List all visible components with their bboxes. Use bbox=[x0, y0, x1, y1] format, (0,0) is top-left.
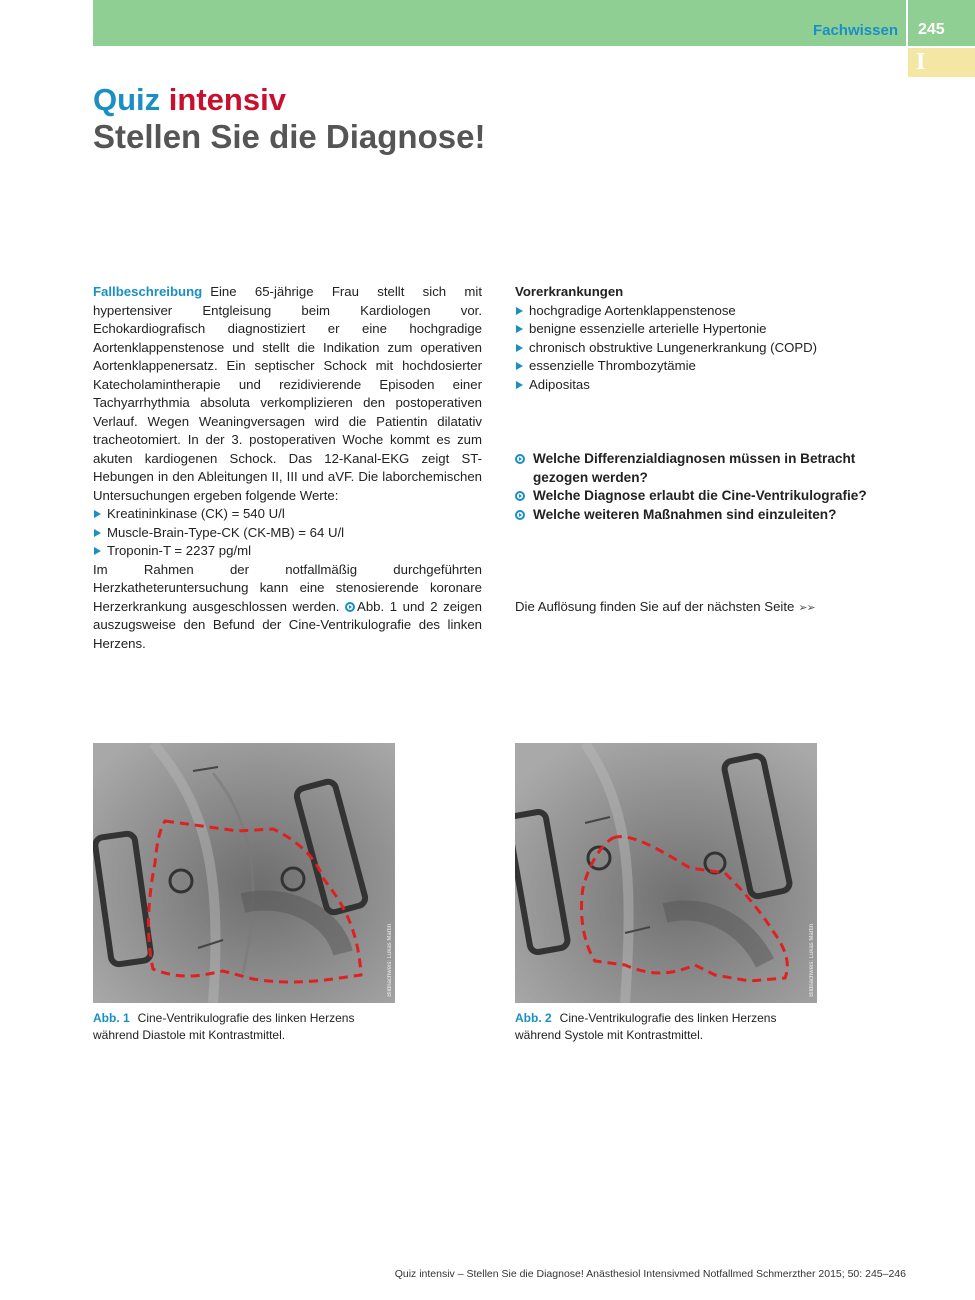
figure-label: Abb. 1 bbox=[93, 1011, 130, 1025]
case-text-1: Eine 65-jährige Frau stellt sich mit hypertensiver Entgleisung beim Kardiologen vor. Echokardiografisch diagnostiziert er eine hochgradige Aortenklappenstenose und stellt die Indikation zum operativen Aortenklappenersatz. Ein septischer Schock mit hochdosierter Katecholamintherapie und rezidivierende Episoden einer Tachyarrhythmia absoluta verkomplizieren den postoperativen Verlauf. Wegen Weaningversagen wird die Patientin dilatativ tracheotomiert. In der 3. postoperativen Woche kommt es zum akuten kardiogenen Schock. Das 12-Kanal-EKG zeigt ST-Hebungen in den Ableitungen II, III und aVF. Die laborchemischen Untersuchungen ergeben folgende Werte: bbox=[93, 284, 482, 503]
figure-label: Abb. 2 bbox=[515, 1011, 552, 1025]
list-item: hochgradige Aortenklappenstenose bbox=[515, 302, 885, 321]
list-item: Muscle-Brain-Type-CK (CK-MB) = 64 U/l bbox=[93, 524, 482, 543]
angiogram-diastole-image bbox=[93, 743, 395, 1003]
list-item: benigne essenzielle arterielle Hypertonie bbox=[515, 320, 885, 339]
figure-caption-text: Cine-Ventrikulografie des linken Herzens während Diastole mit Kontrastmittel. bbox=[93, 1011, 355, 1042]
title-part-2: intensiv bbox=[168, 82, 286, 117]
image-credit: Bildnachweis: Lukas Martin bbox=[387, 924, 393, 997]
chapter-tab bbox=[906, 48, 975, 77]
list-item: essenzielle Thrombozytämie bbox=[515, 357, 885, 376]
list-item: Adipositas bbox=[515, 376, 885, 395]
case-text-2b: Abb. 1 und 2 zeigen auszugsweise den Befund der Cine-Ventrikulografie des linken Herzens. bbox=[93, 598, 482, 651]
image-credit: Bildnachweis: Lukas Martin bbox=[809, 924, 815, 997]
figure-1-image bbox=[93, 743, 395, 1003]
case-paragraph-2 bbox=[93, 561, 482, 654]
question-text: Welche Differenzialdiagnosen müssen in Betracht gezogen werden? bbox=[533, 451, 856, 485]
question-bullet-icon bbox=[515, 491, 525, 501]
title-part-1: Quiz bbox=[93, 82, 161, 117]
question-text: Welche Diagnose erlaubt die Cine-Ventrikulografie? bbox=[533, 488, 867, 503]
list-item: chronisch obstruktive Lungenerkrankung (COPD) bbox=[515, 339, 885, 358]
list-item: Kreatininkinase (CK) = 540 U/l bbox=[93, 505, 482, 524]
history-list bbox=[515, 302, 885, 395]
cross-reference-icon bbox=[345, 602, 355, 612]
section-label: Fachwissen bbox=[812, 22, 898, 39]
chapter-letter: I bbox=[916, 49, 926, 75]
question-bullet-icon bbox=[515, 454, 525, 464]
question-item bbox=[515, 450, 885, 487]
double-arrow-icon: ➢➢ bbox=[798, 602, 815, 614]
case-description bbox=[93, 283, 482, 653]
page-number-box bbox=[906, 0, 975, 46]
case-text-2a: Im Rahmen der notfallmäßig durchgeführten Herzkatheteruntersuchung kann eine stenosierende koronare Herzerkrankung ausgeschlossen werden. bbox=[93, 561, 482, 614]
page-title bbox=[93, 83, 286, 117]
figure-caption-text: Cine-Ventrikulografie des linken Herzens während Systole mit Kontrastmittel. bbox=[515, 1011, 777, 1042]
answer-note bbox=[515, 599, 815, 614]
question-list bbox=[515, 450, 885, 524]
page-number: 245 bbox=[918, 21, 945, 38]
history-section bbox=[515, 283, 885, 394]
page-footer: Quiz intensiv – Stellen Sie die Diagnose! Anästhesiol Intensivmed Notfallmed Schmerzther 2015; 50: 245–246 bbox=[394, 1268, 906, 1280]
question-bullet-icon bbox=[515, 510, 525, 520]
question-item bbox=[515, 506, 885, 525]
list-item: Troponin-T = 2237 pg/ml bbox=[93, 542, 482, 561]
angiogram-systole-image bbox=[515, 743, 817, 1003]
question-text: Welche weiteren Maßnahmen sind einzuleiten? bbox=[533, 506, 837, 522]
header-bar bbox=[93, 0, 906, 46]
answer-note-text: Die Auflösung finden Sie auf der nächsten Seite bbox=[515, 599, 795, 614]
lab-values-list bbox=[93, 505, 482, 561]
case-paragraph-1 bbox=[93, 283, 482, 505]
history-heading: Vorerkrankungen bbox=[515, 284, 624, 299]
figure-2-image bbox=[515, 743, 817, 1003]
question-item bbox=[515, 487, 885, 506]
figure-2-caption bbox=[515, 1010, 820, 1044]
case-label: Fallbeschreibung bbox=[93, 284, 203, 299]
figure-1-caption bbox=[93, 1010, 398, 1044]
page-subtitle: Stellen Sie die Diagnose! bbox=[93, 118, 486, 155]
